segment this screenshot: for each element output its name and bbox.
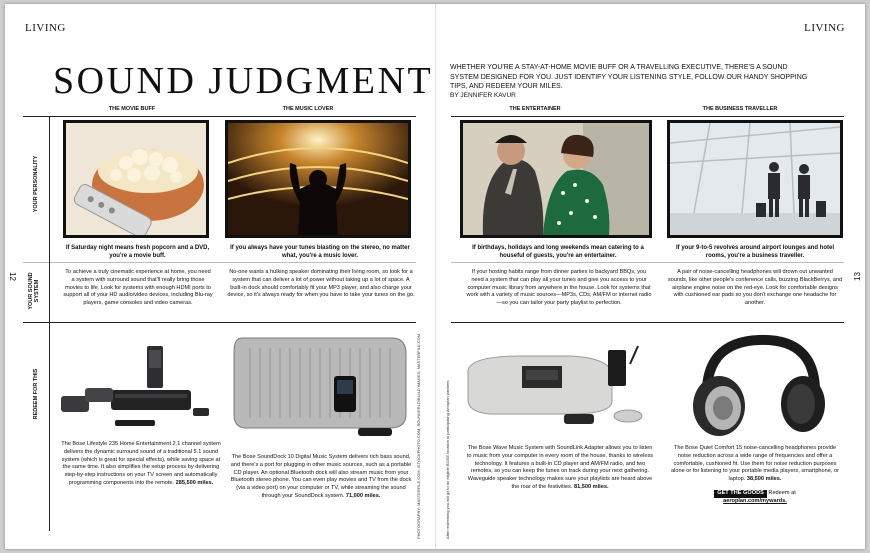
miles-value: 38,500 miles. — [746, 476, 782, 483]
folio-right: LIVING — [804, 22, 845, 34]
redeem-link[interactable]: aeroplan.com/mywards. — [723, 497, 787, 504]
rule-top-left — [23, 116, 416, 117]
product-desc-text: The Bose Lifestyle 235 Home Entertainment 2.1 channel system delivers the dynamic surround sound of a traditional 5.1 sound system (which is great for special effects), while saving space at the same time. It also simplifies the setup process by delivering step-by-step instructions on your TV screen and automatically programming components into the remote. — [61, 441, 221, 486]
magazine-spread — [5, 4, 865, 549]
caption-entertainer: If birthdays, holidays and long weekends mean catering to a houseful of guests, you're an entertainer. — [472, 245, 644, 259]
miles-value: 81,500 miles. — [573, 483, 609, 490]
caption-movie-buff: If Saturday night means fresh popcorn and a DVD, you're a movie buff. — [65, 245, 210, 259]
row-label-personality: YOUR PERSONALITY — [33, 155, 39, 213]
photo-credit-right: After redeeming you will go to an eligible BOSE location in participating Aeroplan partners — [445, 380, 450, 539]
rule-mid-right — [451, 262, 844, 263]
rule-label-column — [49, 116, 50, 531]
tips-business-traveller: A pair of noise-cancelling headphones will drown out unwanted sounds, like other people's conference calls, buzzing BlackBerrys, and airplane engine noise on the red-eye. Look for comfortable designs with cushioned ear pads so you don't exchange one headache for another. — [667, 269, 843, 307]
column-heading-entertainer: THE ENTERTAINER — [509, 106, 561, 112]
product-desc-text: The Bose SoundDock 10 Digital Music System delivers rich bass sound, and there's a port for plugging in other music sources, such as a portable CD player. An optional Bluetooth dock will also stream music from your Bluetooth stereo phone. You can even play movies and TV from the dock (via a video port) on your computer or TV, while streaming the sound through your SoundDock system. — [230, 454, 412, 499]
product-desc-headphones — [667, 445, 843, 484]
product-desc-home-entertainment — [61, 441, 221, 488]
rule-lower-left — [23, 322, 416, 323]
photo-airport-travellers — [667, 120, 843, 238]
miles-value: 285,500 miles. — [175, 479, 214, 486]
page-number-right: 13 — [853, 272, 863, 281]
get-the-goods-text: Redeem at — [768, 490, 796, 496]
rule-lower-right — [451, 322, 844, 323]
photo-popcorn — [63, 120, 209, 238]
product-image-wave-music-system — [460, 344, 655, 436]
page-gutter — [435, 4, 436, 549]
tips-music-lover: No-one wants a hulking speaker dominating their living room, so look for a system that can deliver a lot of power without taking up a lot of space. A built-in dock should comfortably fit your MP3 player, and also charge your device, so it's always ready for when you have to take your tunes on the go. — [227, 269, 415, 299]
rule-top-right — [451, 116, 844, 117]
photo-concert-hall — [225, 120, 411, 238]
product-image-sounddock — [230, 332, 415, 440]
tips-movie-buff: To achieve a truly cinematic experience at home, you need a system with surround sound that'll really bring those movies to life. Look for systems with enough HDMI ports to support all of your HD audio/video devices, including Blu-ray players, game consoles and video cameras. — [63, 269, 213, 307]
row-label-sound-system: YOUR SOUND SYSTEM — [28, 272, 40, 310]
column-heading-movie-buff: THE MOVIE BUFF — [108, 106, 156, 112]
photo-party-guests — [460, 120, 652, 238]
photo-credit-left: PHOTOGRAPHY: MASTERFILE.COM, ISTOCKPHOTO.COM, ROUNDERLD/BUILD IMAGES, MASTERFILE.COM — [416, 333, 421, 539]
column-heading-music-lover: THE MUSIC LOVER — [282, 106, 334, 112]
article-title: SOUND JUDGMENT — [53, 60, 434, 102]
folio-left: LIVING — [25, 22, 66, 34]
get-the-goods — [667, 490, 843, 506]
product-desc-text: The Bose Quiet Comfort 15 noise-cancelling headphones provide noise reduction across a wide range of frequencies and offer a comfortable, cushioned fit. Use them for noise reduction purposes alone or for listening to your portable media players, smartphone, or laptop. — [671, 445, 839, 483]
rule-mid-left — [23, 262, 416, 263]
column-heading-business-traveller: THE BUSINESS TRAVELLER — [702, 106, 778, 112]
miles-value: 71,000 miles. — [345, 492, 381, 499]
caption-business-traveller: If your 9-to-5 revolves around airport lounges and hotel rooms, you're a business traveller. — [675, 245, 835, 259]
page-number-left: 12 — [7, 272, 17, 281]
product-desc-wave — [465, 445, 655, 492]
tips-entertainer: If your hosting habits range from dinner parties to backyard BBQs, you need a system that can play all your tunes and give you access to your computer music library from anywhere in the house. Look for systems that work with a variety of music sources—MP3s, CDs, AM/FM or internet radio—so you can tailor your party playlist to perfection. — [466, 269, 652, 307]
product-image-home-entertainment — [55, 334, 215, 432]
product-desc-sounddock — [227, 454, 415, 501]
product-desc-text: The Bose Wave Music System with SoundLink Adapter allows you to listen to music from your computer in every room of the house, thanks to wireless technology. It features a built-in CD player and AM/FM radio, and two remotes, so you can keep the tunes on track during your next gathering. Waveguide speaker technology makes sure your playlists are heard above the roar of the festivities. — [466, 445, 654, 490]
byline: BY JENNIFER KAVUR — [450, 92, 516, 99]
get-the-goods-badge: GET THE GOODS — [714, 490, 767, 498]
article-deck: WHETHER YOU'RE A STAY-AT-HOME MOVIE BUFF OR A TRAVELLING EXECUTIVE, THERE'S A SOUND SYSTEM DESIGNED FOR YOU. JUST IDENTIFY YOUR LISTENING STYLE, FOLLOW OUR HANDY SHOPPING TIPS, AND REDEEM YOUR MILES. — [450, 64, 808, 90]
caption-music-lover: If you always have your tunes blasting on the stereo, no matter what, you're a music lover. — [230, 245, 410, 259]
product-image-headphones — [677, 332, 837, 440]
row-label-redeem: REDEEM FOR THIS — [33, 368, 39, 420]
